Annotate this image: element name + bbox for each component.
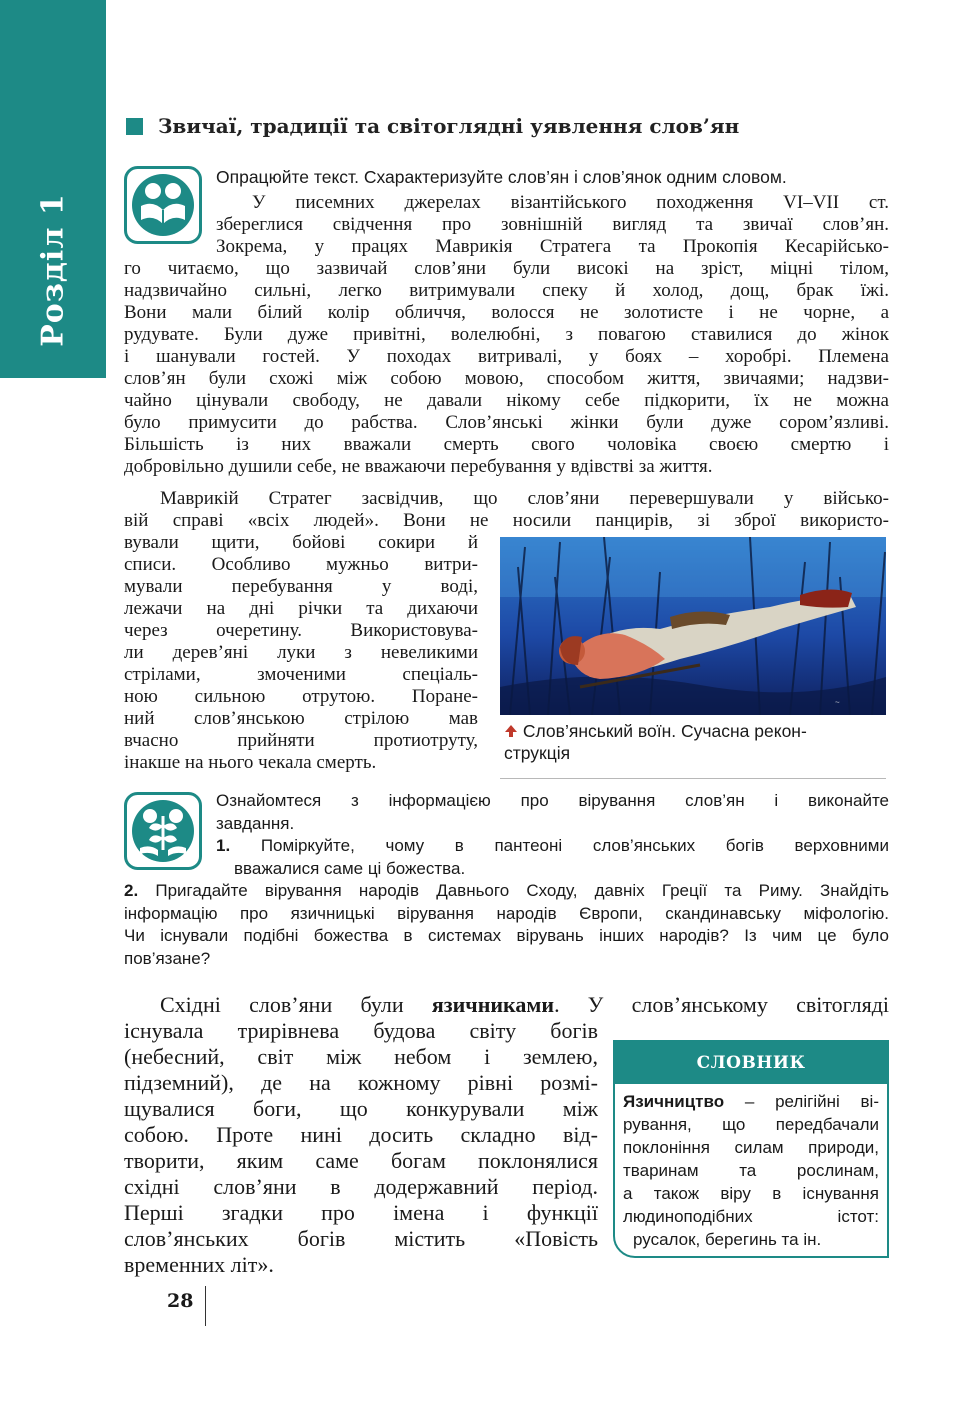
section-heading [126,114,739,138]
text-line: ний слов’янською стрілою мав [124,708,478,729]
text-line: людиноподібних істот: [623,1207,879,1226]
text-line: Зокрема, у працях Маврикія Стратега та Прокопія Кесарійсько- [216,236,889,257]
text-line: творити, яким саме богам поклонялися [124,1148,598,1173]
paragraph-2-top [124,488,889,532]
text-line: щувалися боги, що конкурували між [124,1096,598,1121]
text-line: і шанували гостей. У походах витривалі, у боях – хоробрі. Племена [124,346,889,367]
text-run: . У слов’янському світогляді [554,992,889,1017]
section-tab-label: Розділ 1 [35,193,71,347]
plant-readers-icon [124,792,202,870]
text-line: Маврикій Стратег засвідчив, що слов’яни перевершували у військо- [160,488,889,509]
text-line: підземний), де на кожному рівні розмі- [124,1070,598,1095]
task-2-question-1 [216,835,889,880]
text-line: го читаємо, що зазвичай слов’яни були високі на зріст, міцні тілом, [124,258,889,279]
term-pagans: язичниками [431,992,555,1017]
text-line: тваринам та рослинам, [623,1161,879,1180]
question-number: 2. [124,881,139,900]
text-line: вували щити, бойові сокири й [124,532,478,553]
text-line: було примусити до рабства. Слов’янські жінки були дуже сором’язливі. [124,412,889,433]
text-line: списи. Особливо мужньо витри- [124,554,478,575]
text-line: пов’язане? [124,948,211,968]
task-2-question-2 [124,880,889,970]
text-line: Більшість із них вважали смерть свого чоловіка своєю смертю і [124,434,889,455]
text-line: мували перебування у воді, [124,576,478,597]
text-line: временних літ». [124,1252,274,1277]
section-tab [0,0,106,378]
paragraph-3-first [124,992,889,1018]
paragraph-2-narrow [124,532,478,774]
text-line: збереглися свідчення про зовнішній вигляд та звичаї слов’ян. [216,214,889,235]
caption-divider [500,778,886,779]
text-line: через очеретину. Використовува- [124,620,478,641]
heading-square-icon [126,118,143,135]
text-line: Перші згадки про імена і функції [124,1200,598,1225]
text-line: вважалися саме ці божества. [234,858,466,878]
illustration-caption [504,720,888,764]
text-line: Пригадайте вірування народів Давнього Сходу, давніх Греції та Риму. Знайдіть [155,881,889,900]
text-line: слов’янських богів містить «Повість [124,1226,598,1251]
text-line: слов’ян були схожі між собою мовою, способом життя, звичаями; надзви- [124,368,889,389]
text-line: завдання. [216,813,295,833]
text-line: Вони мали білий колір обличчя, волосся не золотисте і не чорне, а [124,302,889,323]
text-line: існувала трирівнева будова світу богів [124,1018,598,1043]
glossary-title: СЛОВНИК [615,1042,887,1084]
question-number: 1. [216,836,231,855]
caption-line: Слов’янський воїн. Сучасна рекон- [522,721,807,741]
text-line: добровільно душили себе, не вважаючи перебування у вдівстві за життя. [124,456,713,477]
text-run: Східні слов’яни були [160,992,432,1017]
text-line: вій справі «всіх людей». Вони не носили панцирів, зі зброї використо- [124,510,889,531]
text-line: У писемних джерелах візантійського походження VI–VII ст. [252,192,889,213]
paragraph-3-narrow [124,1018,598,1278]
slavic-warrior-illustration [500,537,886,715]
text-line: собою. Проте нині досить складно від- [124,1122,598,1147]
text-line: надзвичайно сильні, легко витримували спеку й холод, дощ, брак їжі. [124,280,889,301]
text-line: ною сильною отрутою. Поране- [124,686,478,707]
page-number: 28 [167,1290,194,1312]
text-line: (небесний, світ між небом і землею, [124,1044,598,1069]
glossary-body [615,1084,887,1251]
text-line: інформацію про язичницькі вірування народів Європи, скандинавську міфологію. [124,903,889,923]
arrow-up-icon [504,724,518,738]
text-line: Ознайомтеся з інформацією про вірування слов’ян і виконайте [216,791,889,810]
text-line: східні слов’яни в додержавний період. [124,1174,598,1199]
task-1-text: Опрацюйте текст. Схарактеризуйте слов’ян і слов’янок одним словом. [216,167,787,187]
text-line: Чи існували подібні божества в системах вірувань інших народів? Із чим це було [124,926,889,945]
text-line: а також віру в існування [623,1184,879,1203]
text-line: ли дерев’яні луки з невеликими [124,642,478,663]
text-line: вчасно прийняти протиотруту, [124,730,478,751]
task-2-intro [216,790,889,835]
text-line: поклоніння силам природи, [623,1138,879,1157]
text-line: Поміркуйте, чому в пантеоні слов’янських богів верховними [260,836,889,855]
two-readers-icon [124,166,202,244]
paragraph-1-top [216,192,889,258]
text-line: рування, що передбачали [623,1115,879,1134]
svg-text:~: ~ [835,698,840,707]
text-line: чайно цінували свободу, не давали нікому себе підкорити, їх не можна [124,390,889,411]
text-line: лежачи на дні річки та дихаючи [124,598,478,619]
glossary-box [613,1040,889,1258]
text-line: стрілами, змоченими спеціаль- [124,664,478,685]
glossary-term: Язичництво [623,1092,725,1111]
text-line: русалок, берегинь та ін. [633,1230,822,1249]
text-line: інакше на нього чекала смерть. [124,752,377,773]
text-line: рудувате. Були дуже привітні, волелюбні, з повагою ставилися до жінок [124,324,889,345]
text-run: – релігійні ві- [724,1092,879,1111]
caption-line: струкція [504,743,571,763]
heading-text: Звичаї, традиції та світоглядні уявлення слов’ян [158,114,740,138]
page-number-rule [205,1286,206,1326]
paragraph-1-body [124,258,889,478]
